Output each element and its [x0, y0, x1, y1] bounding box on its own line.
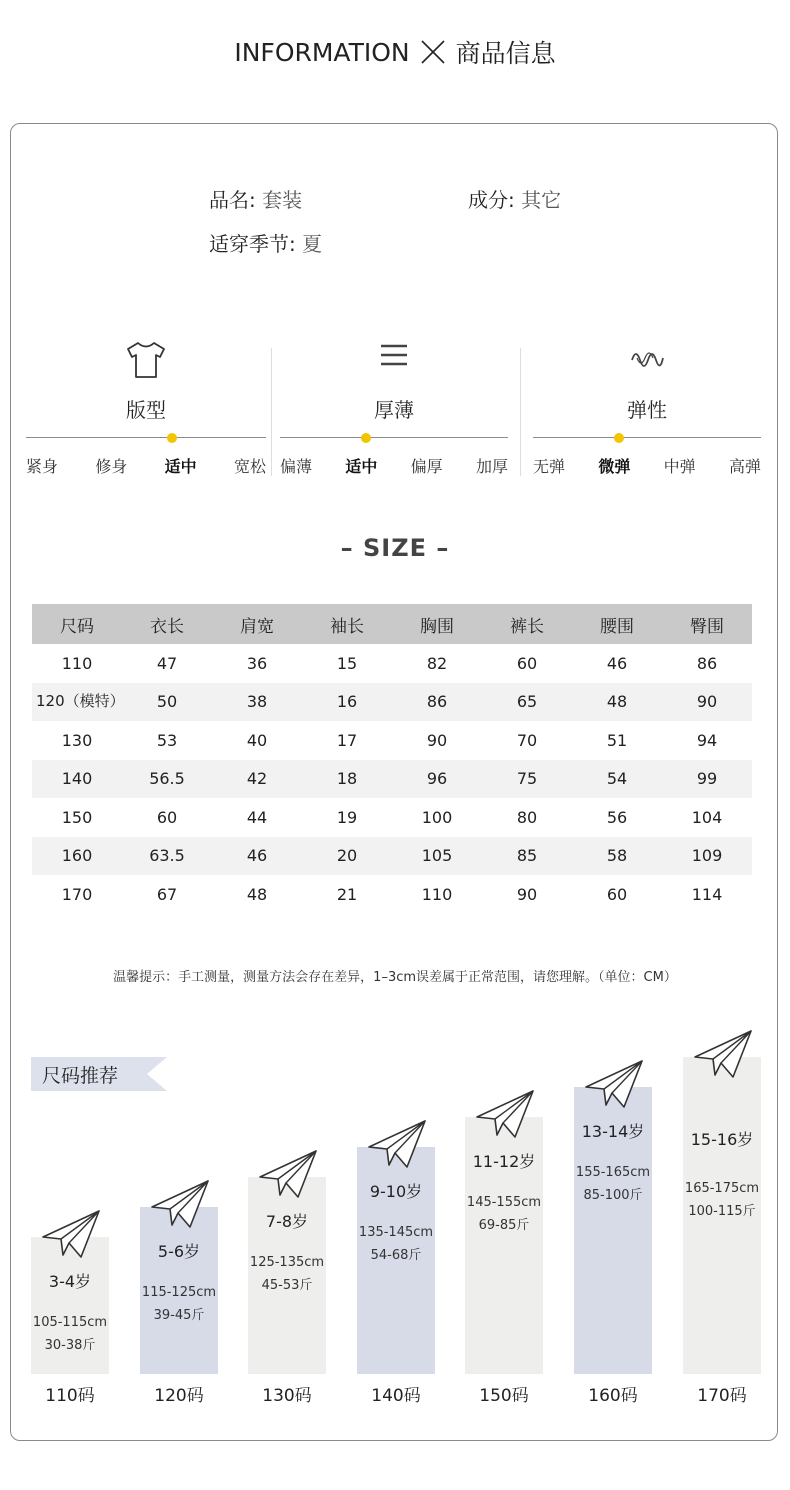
- size-label: 150码: [479, 1386, 529, 1406]
- size-bar: [248, 1177, 326, 1374]
- option: 无弹: [533, 457, 566, 476]
- table-cell: 109: [662, 837, 752, 876]
- table-cell: 90: [426, 730, 448, 750]
- height-range: 165-175cm: [684, 1181, 760, 1196]
- option: 中弹: [663, 457, 696, 476]
- layers-icon: [378, 340, 410, 370]
- table-row: [32, 798, 752, 837]
- table-cell: 36: [246, 653, 268, 673]
- size-label: 130码: [262, 1386, 312, 1406]
- table-cell: 44: [246, 807, 268, 827]
- size-bar: [357, 1147, 435, 1374]
- table-cell: 110: [421, 884, 453, 904]
- table-cell: 46: [606, 653, 628, 673]
- table-cell: 16: [302, 683, 392, 722]
- column-header: 胸围: [392, 604, 482, 644]
- size-label: 160码: [588, 1386, 638, 1406]
- table-cell: 82: [426, 653, 448, 673]
- season: [209, 228, 322, 257]
- table-cell: 19: [336, 807, 358, 827]
- age-label: 7-8岁: [265, 1212, 309, 1231]
- table-cell: 140: [32, 760, 122, 799]
- feature-thickness-marker: [361, 433, 371, 443]
- table-cell: 42: [212, 760, 302, 799]
- table-row: [32, 760, 752, 799]
- table-row: [32, 837, 752, 876]
- paper-plane-icon: [41, 1209, 101, 1261]
- table-cell: 58: [572, 837, 662, 876]
- age-label: 11-12岁: [472, 1152, 536, 1171]
- header-title-cn: 商品信息: [455, 39, 556, 68]
- wave-icon: [629, 340, 665, 374]
- table-cell: 18: [302, 760, 392, 799]
- season-label: 适穿季节:: [209, 232, 296, 256]
- table-cell: 67: [156, 884, 178, 904]
- table-cell: 96: [392, 760, 482, 799]
- weight-range: 30-38斤: [44, 1338, 96, 1353]
- table-cell: 50: [122, 683, 212, 722]
- divider: [520, 348, 521, 476]
- table-cell: 48: [246, 884, 268, 904]
- table-cell: 99: [662, 760, 752, 799]
- table-cell: 53: [156, 730, 178, 750]
- size-label: 170码: [697, 1386, 747, 1406]
- table-cell: 54: [572, 760, 662, 799]
- header-title-en: INFORMATION: [234, 37, 410, 67]
- table-cell: 21: [336, 884, 358, 904]
- option: 加厚: [475, 457, 508, 476]
- size-table: [32, 604, 752, 914]
- product-name-value: 套装: [262, 188, 303, 212]
- age-label: 13-14岁: [581, 1122, 645, 1141]
- table-cell: 90: [662, 683, 752, 722]
- table-cell: 63.5: [122, 837, 212, 876]
- table-cell: 100: [421, 807, 453, 827]
- table-cell: 105: [392, 837, 482, 876]
- feature-thickness-track: [280, 437, 508, 438]
- table-cell: 94: [696, 730, 718, 750]
- table-cell: 60: [156, 807, 178, 827]
- table-cell: 80: [516, 807, 538, 827]
- option: 紧身: [26, 457, 59, 476]
- size-label: 140码: [371, 1386, 421, 1406]
- height-range: 125-135cm: [249, 1255, 325, 1270]
- table-row: [32, 683, 752, 722]
- option: 偏厚: [410, 457, 443, 476]
- feature-elasticity-options: [533, 454, 761, 477]
- table-cell: 120（模特）: [32, 683, 122, 722]
- height-range: 115-125cm: [141, 1285, 217, 1300]
- size-bar: [683, 1057, 761, 1374]
- size-section-title: – SIZE –: [340, 534, 450, 562]
- feature-elasticity-track: [533, 437, 761, 438]
- height-range: 145-155cm: [466, 1195, 542, 1210]
- table-cell: 160: [32, 837, 122, 876]
- material-label: 成分:: [468, 188, 515, 212]
- age-label: 5-6岁: [157, 1242, 201, 1261]
- table-cell: 114: [691, 884, 723, 904]
- table-cell: 48: [572, 683, 662, 722]
- age-label: 15-16岁: [690, 1130, 754, 1149]
- recommend-tag-label: 尺码推荐: [42, 1065, 119, 1087]
- paper-plane-icon: [258, 1149, 318, 1201]
- size-bar: [574, 1087, 652, 1374]
- paper-plane-icon: [693, 1029, 753, 1081]
- product-name: [209, 184, 302, 213]
- option-selected: 适中: [345, 457, 378, 476]
- table-cell: 47: [156, 653, 178, 673]
- material-value: 其它: [521, 188, 562, 212]
- column-header: 衣长: [122, 604, 212, 644]
- weight-range: 39-45斤: [153, 1308, 205, 1323]
- feature-fit-options: [26, 454, 266, 477]
- cross-icon: [420, 39, 446, 65]
- feature-thickness-options: [280, 454, 508, 477]
- option: 偏薄: [280, 457, 313, 476]
- height-range: 135-145cm: [358, 1225, 434, 1240]
- size-bar: [465, 1117, 543, 1374]
- table-cell: 170: [61, 884, 93, 904]
- table-cell: 46: [212, 837, 302, 876]
- option: 修身: [95, 457, 128, 476]
- tshirt-icon: [124, 340, 168, 380]
- table-cell: 38: [212, 683, 302, 722]
- weight-range: 69-85斤: [478, 1218, 530, 1233]
- paper-plane-icon: [584, 1059, 644, 1111]
- table-cell: 104: [691, 807, 723, 827]
- column-header: 臀围: [662, 604, 752, 644]
- size-bar: [140, 1207, 218, 1374]
- column-header: 尺码: [32, 604, 122, 644]
- divider: [271, 348, 272, 476]
- table-cell: 56.5: [122, 760, 212, 799]
- table-cell: 150: [61, 807, 93, 827]
- column-header: 裤长: [482, 604, 572, 644]
- weight-range: 85-100斤: [583, 1188, 643, 1203]
- table-header-row: [32, 604, 752, 644]
- height-range: 155-165cm: [575, 1165, 651, 1180]
- material: [468, 184, 561, 213]
- height-range: 105-115cm: [32, 1315, 108, 1330]
- paper-plane-icon: [150, 1179, 210, 1231]
- page-header: [0, 30, 790, 74]
- option: 宽松: [233, 457, 266, 476]
- feature-fit-marker: [167, 433, 177, 443]
- weight-range: 45-53斤: [261, 1278, 313, 1293]
- weight-range: 54-68斤: [370, 1248, 422, 1263]
- table-cell: 75: [482, 760, 572, 799]
- age-label: 9-10岁: [369, 1182, 423, 1201]
- table-cell: 60: [606, 884, 628, 904]
- table-cell: 60: [516, 653, 538, 673]
- product-name-label: 品名:: [209, 188, 256, 212]
- age-label: 3-4岁: [48, 1272, 92, 1291]
- paper-plane-icon: [475, 1089, 535, 1141]
- table-cell: 110: [61, 653, 93, 673]
- table-row: [32, 644, 752, 683]
- table-cell: 130: [61, 730, 93, 750]
- option: 高弹: [728, 457, 761, 476]
- season-value: 夏: [302, 232, 323, 256]
- table-row: [32, 875, 752, 914]
- table-cell: 40: [246, 730, 268, 750]
- table-cell: 17: [336, 730, 358, 750]
- table-cell: 56: [606, 807, 628, 827]
- column-header: 腰围: [572, 604, 662, 644]
- column-header: 肩宽: [212, 604, 302, 644]
- option-selected: 适中: [164, 457, 197, 476]
- table-cell: 85: [482, 837, 572, 876]
- table-cell: 51: [606, 730, 628, 750]
- feature-fit-title: 版型: [126, 398, 166, 422]
- size-label: 110码: [45, 1386, 95, 1406]
- option-selected: 微弹: [598, 457, 631, 476]
- table-cell: 86: [392, 683, 482, 722]
- weight-range: 100-115斤: [688, 1204, 756, 1219]
- table-cell: 20: [302, 837, 392, 876]
- column-header: 袖长: [302, 604, 392, 644]
- measurement-note: 温馨提示：手工测量，测量方法会存在差异，1–3cm误差属于正常范围，请您理解。（单位：CM）: [113, 970, 677, 985]
- table-cell: 15: [336, 653, 358, 673]
- table-cell: 86: [696, 653, 718, 673]
- table-cell: 65: [482, 683, 572, 722]
- table-cell: 90: [516, 884, 538, 904]
- size-label: 120码: [154, 1386, 204, 1406]
- feature-thickness-title: 厚薄: [374, 398, 414, 422]
- table-cell: 70: [516, 730, 538, 750]
- paper-plane-icon: [367, 1119, 427, 1171]
- table-row: [32, 721, 752, 760]
- feature-fit-track: [26, 437, 266, 438]
- feature-elasticity-marker: [614, 433, 624, 443]
- feature-elasticity-title: 弹性: [627, 398, 667, 422]
